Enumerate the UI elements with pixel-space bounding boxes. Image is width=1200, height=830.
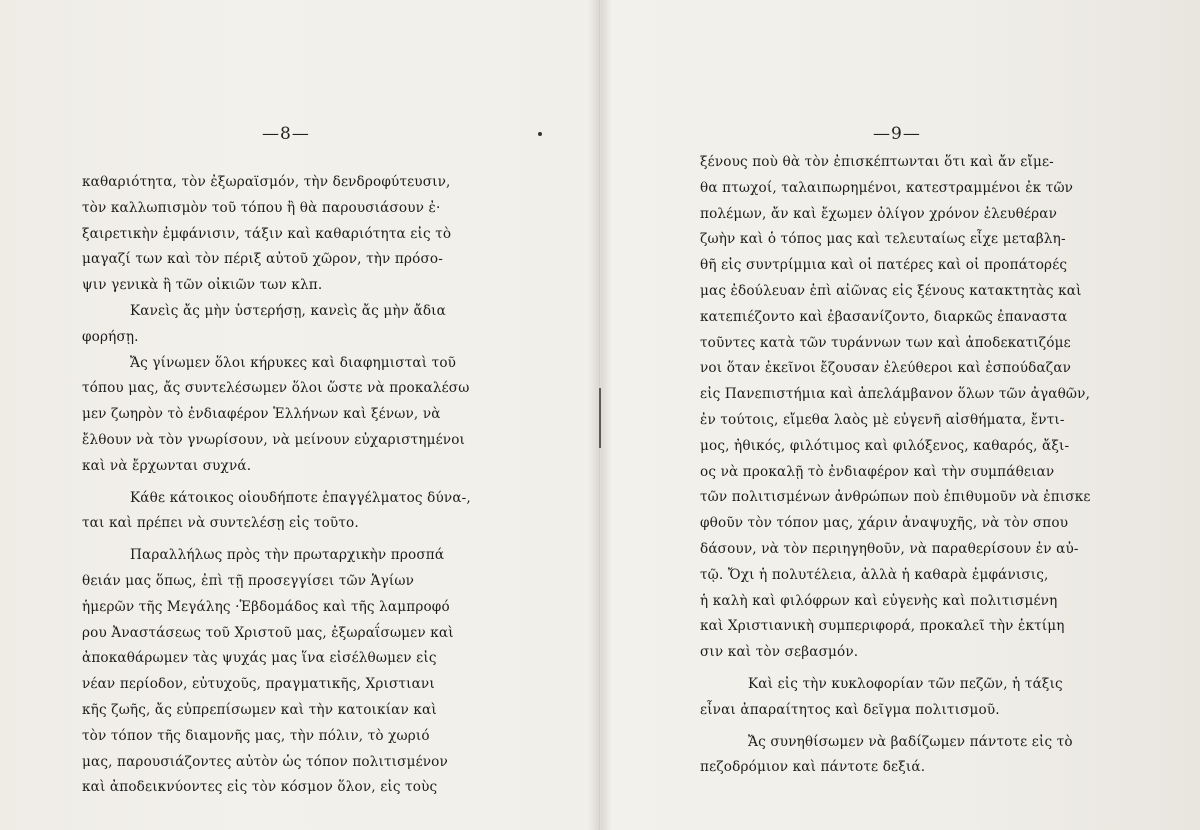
text-line: θα πτωχοί, ταλαιπωρημένοι, κατεστραμμένοι ἐκ τῶν bbox=[700, 179, 1074, 196]
text-line: ος νὰ προκαλῇ τὸ ἐνδιαφέρον καὶ τὴν συμπάθειαν bbox=[700, 463, 1055, 480]
text-line: μας, παρουσιάζοντες αὐτὸν ὡς τόπον πολιτισμένον bbox=[82, 753, 448, 770]
text-line: μεν ζωηρὸν τὸ ἐνδιαφέρον Ἑλλήνων καὶ ξένων, νὰ bbox=[82, 406, 441, 423]
text-line: Κάθε κάτοικος οἱουδήποτε ἐπαγγέλματος δύνα-, bbox=[130, 489, 471, 506]
text-line: ἡ καλὴ καὶ φιλόφρων καὶ εὐγενὴς καὶ πολιτισμένη bbox=[700, 592, 1058, 609]
text-line: τῷ. Ὄχι ἡ πολυτέλεια, ἀλλὰ ἡ καθαρὰ ἐμφάνισις, bbox=[700, 566, 1049, 583]
text-line: Ἄς συνηθίσωμεν νὰ βαδίζωμεν πάντοτε εἰς τὸ bbox=[748, 733, 1073, 750]
text-line: καὶ νὰ ἔρχωνται συχνά. bbox=[82, 457, 252, 474]
text-line: τόπου μας, ἄς συντελέσωμεν ὅλοι ὥστε νὰ προκαλέσω bbox=[82, 380, 470, 397]
text-line: Κανεὶς ἄς μὴν ὑστερήσῃ, κανεὶς ἄς μὴν ἄδια bbox=[130, 302, 446, 319]
text-line: ἡμερῶν τῆς Μεγάλης ·Ἑβδομάδος καὶ τῆς λαμπροφό bbox=[82, 598, 450, 615]
text-line: ται καὶ πρέπει νὰ συντελέσῃ εἰς τοῦτο. bbox=[82, 515, 359, 532]
text-line: θῆ εἰς συντρίμμια καὶ οἱ πατέρες καὶ οἱ προπάτορές bbox=[700, 257, 1068, 274]
text-line: τὸν καλλωπισμὸν τοῦ τόπου ἢ θὰ παρουσιάσουν ἐ· bbox=[82, 199, 441, 216]
text-line: δάσουν, νὰ τὸν περιηγηθοῦν, νὰ παραθερίσουν ἐν αὐ- bbox=[700, 540, 1079, 557]
text-line: εἶναι ἀπαραίτητος καὶ δεῖγμα πολιτισμοῦ. bbox=[700, 701, 1000, 718]
text-line: καὶ Χριστιανικὴ συμπεριφορά, προκαλεῖ τὴν ἐκτίμη bbox=[700, 618, 1065, 635]
text-line: νοι ὅταν ἐκεῖνοι ἔζουσαν ἐλεύθεροι καὶ ἐσπούδαζαν bbox=[700, 360, 1072, 377]
text-line: ψιν γενικὰ ἢ τῶν οἰκιῶν των κλπ. bbox=[82, 277, 323, 294]
text-line: Ἄς γίνωμεν ὅλοι κήρυκες καὶ διαφημισταὶ τοῦ bbox=[130, 354, 457, 371]
text-line: ζωὴν καὶ ὁ τόπος μας καὶ τελευταίως εἶχε μεταβλη- bbox=[700, 231, 1066, 248]
text-line: ξαιρετικὴν ἐμφάνισιν, τάξιν καὶ καθαριότητα εἰς τὸ bbox=[82, 225, 452, 242]
page-number-8: —8— bbox=[262, 124, 310, 144]
text-line: μας ἐδούλευαν ἐπὶ αἰῶνας εἰς ξένους κατακτητὰς καὶ bbox=[700, 282, 1082, 299]
text-line: σιν καὶ τὸν σεβασμόν. bbox=[700, 644, 859, 661]
right-page-text bbox=[700, 150, 1130, 781]
text-line: τὸν τόπον τῆς διαμονῆς μας, τὴν πόλιν, τὸ χωριό bbox=[82, 727, 430, 744]
text-line: φθοῦν τὸν τόπον μας, χάριν ἀναψυχῆς, νὰ τὸν σπου bbox=[700, 515, 1069, 532]
text-line: πεζοδρόμιον καὶ πάντοτε δεξιά. bbox=[700, 759, 926, 776]
text-line: πολέμων, ἄν καὶ ἔχωμεν ὀλίγον χρόνον ἐλευθέραν bbox=[700, 205, 1058, 222]
text-line: ἔλθουν νὰ τὸν γνωρίσουν, νὰ μείνουν εὐχαριστημένοι bbox=[82, 431, 466, 448]
text-line: Καὶ εἰς τὴν κυκλοφορίαν τῶν πεζῶν, ἡ τάξις bbox=[748, 675, 1063, 692]
left-page-text bbox=[82, 170, 487, 801]
text-line: τοῦντες κατὰ τῶν τυράννων των καὶ ἀποδεκατιζόμε bbox=[700, 334, 1071, 351]
text-line: ρου Ἀναστάσεως τοῦ Χριστοῦ μας, ἐξωραΐσωμεν καὶ bbox=[82, 624, 454, 641]
text-line: μαγαζί των καὶ τὸν πέριξ αὐτοῦ χῶρον, τὴν πρόσο- bbox=[82, 251, 444, 268]
text-line: ἀποκαθάρωμεν τὰς ψυχάς μας ἵνα εἰσέλθωμεν εἰς bbox=[82, 650, 437, 667]
text-line: ξένους ποὺ θὰ τὸν ἐπισκέπτωνται ὅτι καὶ ἄν εἴμε- bbox=[700, 154, 1054, 170]
text-line: ἐν τούτοις, εἴμεθα λαὸς μὲ εὐγενῆ αἰσθήματα, ἔντι- bbox=[700, 411, 1065, 428]
text-line: κατεπιέζοντο καὶ ἐβασανίζοντο, διαρκῶς ἐπαναστα bbox=[700, 308, 1068, 325]
text-line: καὶ ἀποδεικνύοντες εἰς τὸν κόσμον ὅλον, εἰς τοὺς bbox=[82, 779, 438, 796]
text-line: Παραλλήλως πρὸς τὴν πρωταρχικὴν προσπά bbox=[130, 547, 445, 564]
left-page bbox=[0, 0, 598, 830]
text-line: κῆς ζωῆς, ἄς εὐπρεπίσωμεν καὶ τὴν κατοικίαν καὶ bbox=[82, 701, 437, 718]
text-line: εἰς Πανεπιστήμια καὶ ἀπελάμβανον ὅλων τῶν ἀγαθῶν, bbox=[700, 386, 1091, 403]
text-line: φορήσῃ. bbox=[82, 328, 139, 345]
text-line: καθαριότητα, τὸν ἐξωραϊσμόν, τὴν δενδροφύτευσιν, bbox=[82, 174, 451, 190]
right-page bbox=[601, 0, 1200, 830]
text-line: μος, ἠθικός, φιλότιμος καὶ φιλόξενος, καθαρός, ἄξι- bbox=[700, 437, 1070, 454]
page-number-9: —9— bbox=[873, 124, 921, 144]
text-line: τῶν πολιτισμένων ἀνθρώπων ποὺ ἐπιθυμοῦν νὰ ἐπισκε bbox=[700, 489, 1091, 506]
text-line: θειάν μας ὅπως, ἐπὶ τῇ προσεγγίσει τῶν Ἁγίων bbox=[82, 572, 414, 589]
text-line: νέαν περίοδον, εὐτυχοῦς, πραγματικῆς, Χριστιανι bbox=[82, 676, 435, 693]
